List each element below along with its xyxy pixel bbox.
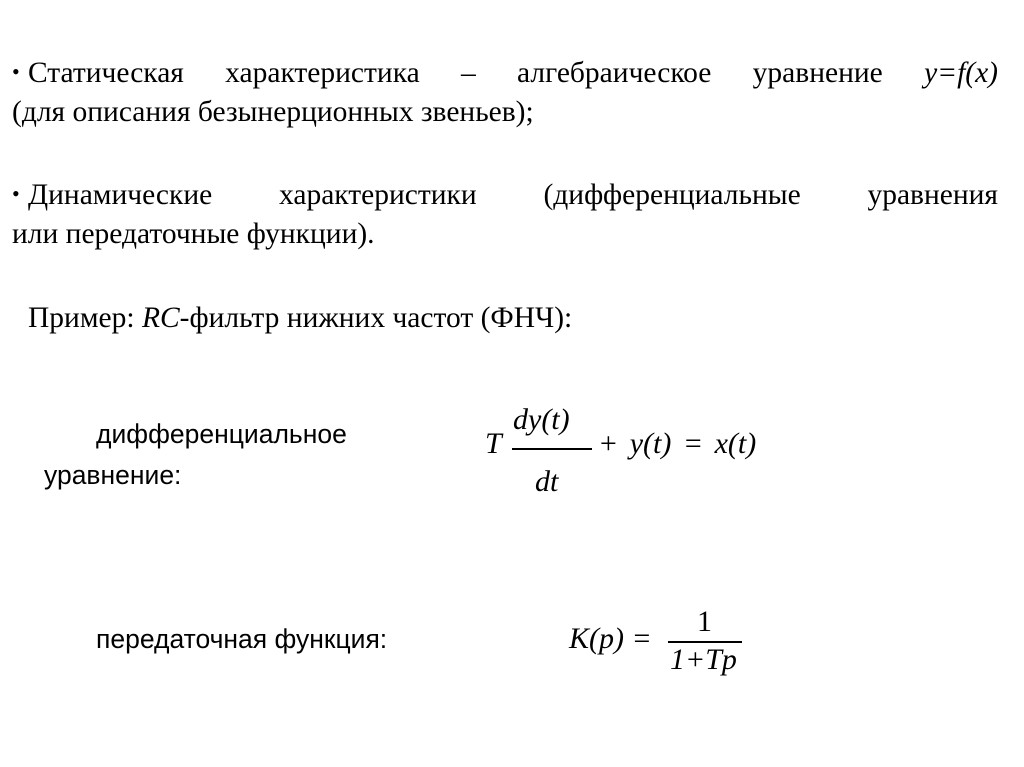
example-prefix: Пример: <box>28 302 142 334</box>
bullet2-line1 <box>12 174 998 215</box>
bullet1-line1 <box>12 52 998 93</box>
diff-eq-label-line2: уравнение: <box>44 460 182 490</box>
transfer-denominator: 1+Tp <box>670 643 737 676</box>
diff-eq-rest: + y(t) = x(t) <box>598 427 757 460</box>
example-suffix: -фильтр нижних частот (ФНЧ): <box>179 302 573 334</box>
bullet-dot-icon: • <box>12 59 20 84</box>
diff-eq-denominator: dt <box>535 465 559 498</box>
diff-eq-fraction-bar <box>512 448 592 450</box>
bullet1-line2: (для описания безынерционных звеньев); <box>12 96 534 128</box>
transfer-lhs: K(p) = <box>569 622 652 655</box>
bullet-dot-icon: • <box>12 181 20 206</box>
example-rc: RC <box>141 302 180 334</box>
diff-eq-T: T <box>485 427 502 460</box>
diff-eq-label-line1: дифференциальное <box>96 419 347 449</box>
example-heading <box>28 299 572 338</box>
diff-eq-numerator: dy(t) <box>513 403 570 436</box>
static-formula: y=f(x) <box>924 57 998 89</box>
bullet1-text: Статическая характеристика – алгебраическое уравнение <box>28 57 925 89</box>
transfer-numerator: 1 <box>697 605 712 638</box>
bullet2-line2: или передаточные функции). <box>12 218 375 250</box>
bullet-static-characteristic <box>12 52 998 132</box>
bullet-dynamic-characteristics <box>12 174 998 254</box>
bullet2-text: Динамические характеристики (дифференциальные уравнения <box>28 179 998 211</box>
transfer-label: передаточная функция: <box>96 624 388 654</box>
